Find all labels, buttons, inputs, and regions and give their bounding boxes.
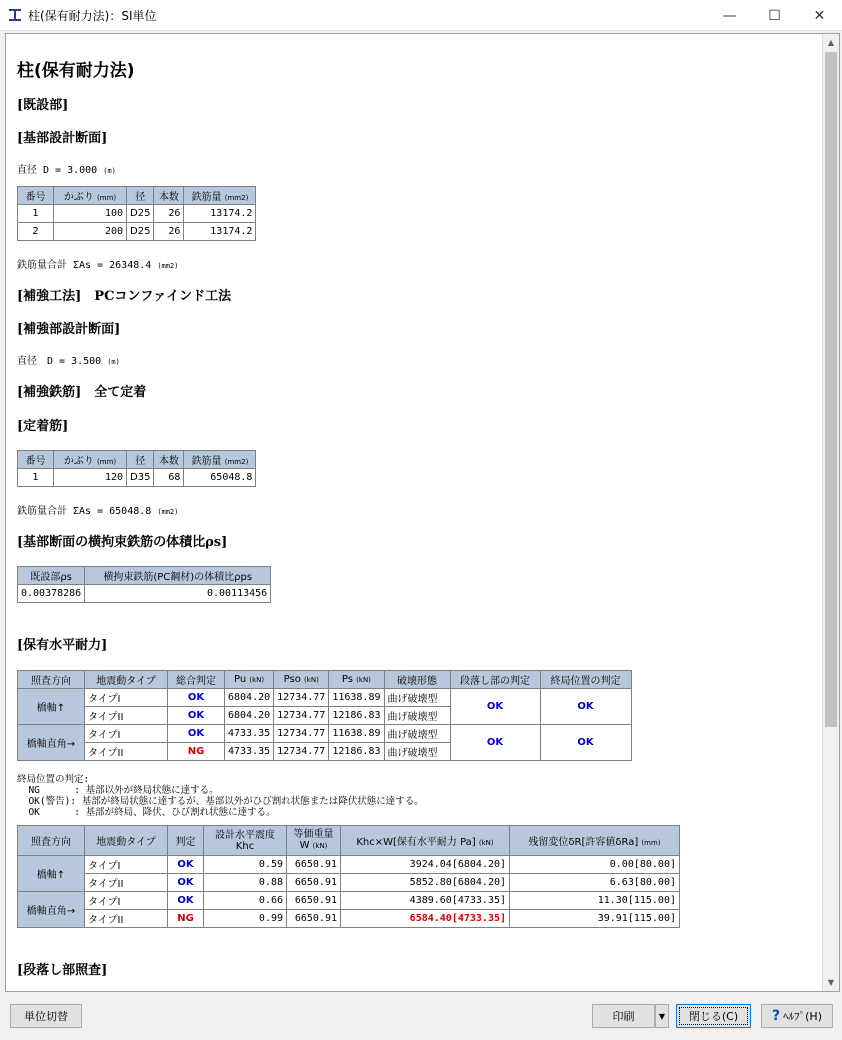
table-row: タイプII OK 6804.20 12734.77 12186.83 曲げ破壊型 <box>18 707 632 725</box>
table-row: 0.00378286 0.00113456 <box>18 585 271 603</box>
rebar-table-existing: 番号 かぶり (mm) 径 本数 鉄筋量 (mm2) 1 100 D25 26 13174.2 2 200 D25 26 13174.2 <box>17 186 256 241</box>
scroll-up-icon[interactable]: ▲ <box>827 38 835 47</box>
heading-reinf-rebar: [補強鉄筋] 全て定着 <box>17 385 147 400</box>
table-row: 橋軸↑ タイプI OK 6804.20 12734.77 11638.89 曲げ破壊型 OK OK <box>18 689 632 707</box>
close-button[interactable]: 閉じる(C) <box>676 1004 751 1028</box>
heading-anchor: [定着筋] <box>17 419 69 434</box>
heading-horizontal: [保有水平耐力] <box>17 638 108 653</box>
help-button[interactable]: ? ﾍﾙﾌﾟ(H) <box>761 1004 833 1028</box>
heading-cutoff: [段落し部照査] <box>17 963 108 978</box>
table-row: 1 100 D25 26 13174.2 <box>18 205 256 223</box>
table-row: タイプII OK 0.88 6650.91 5852.80[6804.20] 6.63[80.00] <box>18 874 680 892</box>
table-row: 2 200 D25 26 13174.2 <box>18 223 256 241</box>
minimize-button[interactable]: — <box>722 7 737 24</box>
page-title: 柱(保有耐力法) <box>17 61 135 81</box>
table-row: 橋軸直角→ タイプI OK 0.66 6650.91 4389.60[4733.35] 11.30[115.00] <box>18 892 680 910</box>
heading-ratio: [基部断面の横拘束鉄筋の体積比ρs] <box>17 535 228 550</box>
rebar-sum-existing: 鉄筋量合計 ΣAs = 26348.4 (mm2) <box>17 260 179 271</box>
window-title: 柱(保有耐力法)：SI単位 <box>28 8 157 23</box>
diameter-existing: 直径 D = 3.000 (m) <box>17 165 116 176</box>
heading-base-section: [基部設計断面] <box>17 131 108 146</box>
seismic-check-table: 照査方向 地震動タイプ 判定 設計水平震度 Khc 等価重量 W (kN) Khc×W[保有水平耐力 Pa] (kN) 残留変位δR[許容値δRa] (mm) 橋軸↑ タイプI OK 0.59 6650.91 3924.04[6804.20] 0.00[80.00] タイプII OK 0.88 6650.91 5852.80[6804.20] 6.63[80.00] 橋軸直角→ タイプI OK 0.66 6650.91 4389.60[4733.35] 11.30[115.00] タイプII NG 0.99 6650.91 6584.40[4733.35] 39.91[115.00] <box>17 825 680 928</box>
vertical-scrollbar[interactable] <box>822 34 839 991</box>
app-icon <box>8 8 22 22</box>
table-row: 橋軸直角→ タイプI OK 4733.35 12734.77 11638.89 曲げ破壊型 OK OK <box>18 725 632 743</box>
scroll-down-icon[interactable]: ▼ <box>827 978 835 987</box>
report-frame <box>5 33 840 992</box>
diameter-reinf: 直径 D = 3.500 (m) <box>17 356 120 367</box>
table-row: タイプII NG 4733.35 12734.77 12186.83 曲げ破壊型 <box>18 743 632 761</box>
maximize-button[interactable]: ☐ <box>768 7 781 24</box>
print-dropdown-button[interactable]: ▼ <box>655 1004 669 1028</box>
help-icon: ? <box>772 1008 781 1024</box>
ultimate-position-notes: 終局位置の判定: NG : 基部以外が終局状態に達する。 OK(警告): 基部が終局状態に達するが、基部以外がひび割れ状態または降伏状態に達する。 OK : 基部が終局、降伏、ひび割れ状態に達する。 <box>17 774 424 818</box>
table-row: 橋軸↑ タイプI OK 0.59 6650.91 3924.04[6804.20] 0.00[80.00] <box>18 856 680 874</box>
print-button[interactable]: 印刷 <box>592 1004 655 1028</box>
bottom-toolbar <box>0 995 842 1040</box>
scrollbar-thumb[interactable] <box>825 52 837 727</box>
heading-existing: [既設部] <box>17 98 69 113</box>
table-row: タイプII NG 0.99 6650.91 6584.40[4733.35] 39.91[115.00] <box>18 910 680 928</box>
horizontal-capacity-table: 照査方向 地震動タイプ 総合判定 Pu (kN) Pso (kN) Ps (kN) 破壊形態 段落し部の判定 終局位置の判定 橋軸↑ タイプI OK 6804.20 12734.77 11638.89 曲げ破壊型 OK OK タイプII OK 6804.20 12734.77 12186.83 曲げ破壊型 橋軸直角→ タイプI OK 4733.35 12734.77 11638.89 曲げ破壊型 OK OK タイプII NG 4733.35 12734.77 12186.83 曲げ破壊型 <box>17 670 632 761</box>
unit-switch-button[interactable]: 単位切替 <box>10 1004 82 1028</box>
ratio-table: 既設部ρs 横拘束鉄筋(PC鋼材)の体積比ρps 0.00378286 0.00113456 <box>17 566 271 603</box>
rebar-sum-anchor: 鉄筋量合計 ΣAs = 65048.8 (mm2) <box>17 506 179 517</box>
heading-method: [補強工法] PCコンファインド工法 <box>17 289 232 304</box>
report-content <box>6 34 823 991</box>
heading-reinf-section: [補強部設計断面] <box>17 322 121 337</box>
rebar-table-anchor: 番号 かぶり (mm) 径 本数 鉄筋量 (mm2) 1 120 D35 68 65048.8 <box>17 450 256 487</box>
title-bar <box>0 0 842 31</box>
table-row: 1 120 D35 68 65048.8 <box>18 469 256 487</box>
close-window-button[interactable]: ✕ <box>813 7 826 24</box>
